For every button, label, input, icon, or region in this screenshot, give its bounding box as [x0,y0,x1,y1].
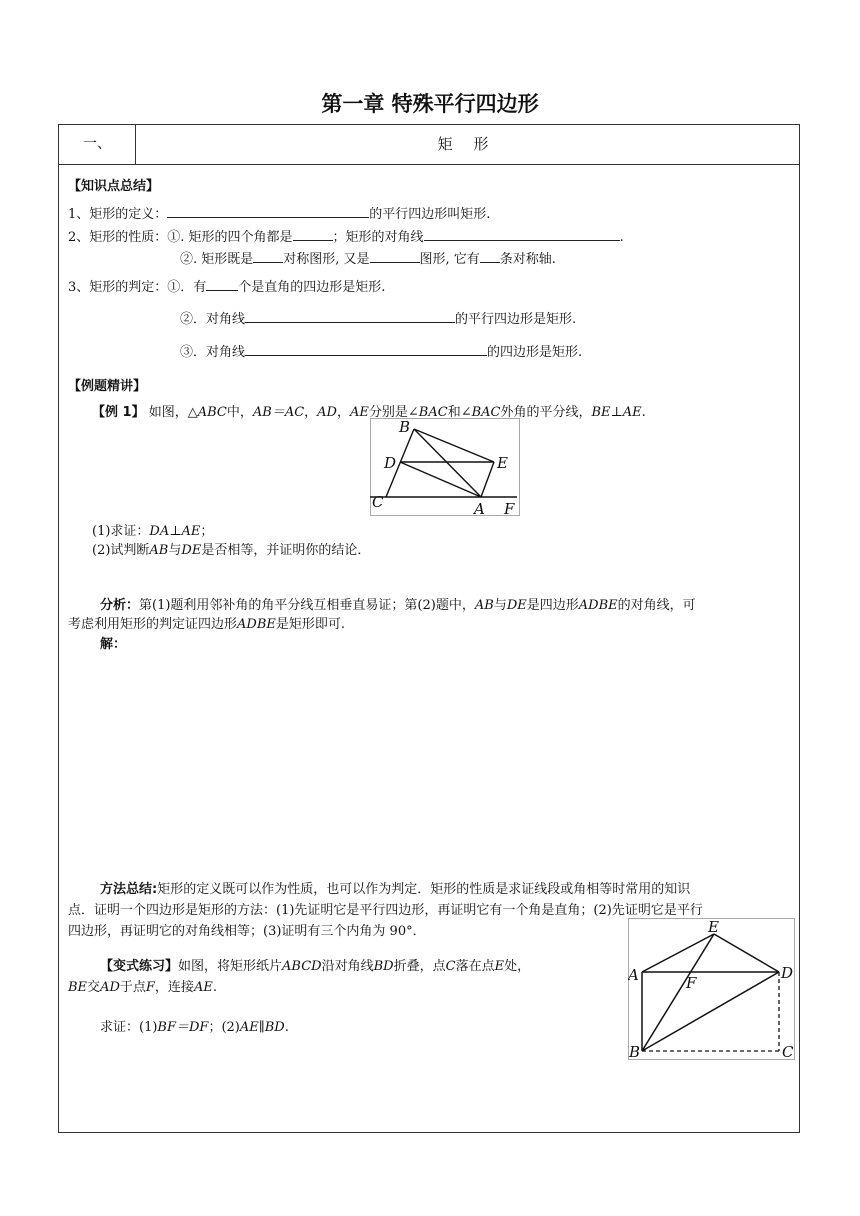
judgement-1-suffix: 个是直角的四边形是矩形. [238,280,386,295]
variant-l2d: . [212,980,217,995]
property2-d: 条对称轴. [499,252,556,267]
variant-ad: AD [100,980,120,995]
method-line-2: 点．证明一个四边形是矩形的方法：(1)先证明它是平行四边形，再证明它有一个角是直角；(2)先证明它是平行 [68,903,703,918]
ex1-text-g: 外角的平分线， [500,405,592,420]
ex1-ae: AE [350,405,369,420]
solution-label: 解： [100,637,127,652]
label-d: D [384,454,397,472]
ex1-text-c: ， [304,405,318,420]
proof-c: . [284,1020,289,1035]
property-blank-diagonal [424,228,620,241]
section-header [59,125,799,165]
variant-l1b: 沿对角线 [321,959,374,974]
line-be [414,429,494,462]
ex1-text-h: . [641,405,646,420]
judgement-line-3 [180,341,582,360]
variant-bd: BD [373,959,394,974]
analysis-adbe: ADBE [578,598,618,613]
question-1 [92,520,213,539]
property2-c: 图形, 它有 [419,252,480,267]
label-f: F [686,974,697,992]
analysis-line-1 [100,594,696,613]
label-c: C [782,1043,794,1060]
question-2 [92,539,370,558]
examples-heading: 【例题精讲】 [68,379,147,394]
proof-ae: AE∥BD [239,1020,285,1035]
variant-l2c: ，连接 [154,980,194,995]
label-d: D [781,964,794,982]
analysis-ab: AB [474,598,494,613]
variant-c: C [445,959,456,974]
ex1-abc: ABC [197,405,227,420]
q1-b: DA⊥AE [149,524,201,539]
variant-ae: AE [193,980,213,995]
analysis-mid2: 是四边形 [526,598,579,613]
q2-de: DE [181,543,202,558]
variant-proof [100,1016,289,1035]
variant-l1a: 如图，将矩形纸片 [178,959,283,974]
analysis-l2a: 考虑利用矩形的判定证四边形 [68,617,238,632]
property2-blank-1 [253,250,283,263]
property-end: . [619,230,624,245]
proof-bf: BF＝DF [157,1020,209,1035]
judgement-2-suffix: 的平行四边形是矩形. [455,312,577,327]
figure-2-border [629,919,795,1060]
label-b: B [629,1043,641,1060]
judgement-line-1 [68,276,385,295]
variant-l1c: 折叠，点 [393,959,446,974]
analysis-de: DE [506,598,527,613]
q2-a: (2)试判断 [92,543,150,558]
line-ba [414,429,481,497]
ex1-bac2: BAC [471,405,501,420]
property-blank-angle [293,228,333,241]
line-da [400,462,481,497]
judgement-blank-1 [206,278,238,291]
definition-prefix: 1、矩形的定义： [68,207,168,222]
variant-l2b: 于点 [119,980,146,995]
variant-line-1 [100,955,530,974]
variant-be: BE [68,980,88,995]
label-a: A [628,966,639,984]
method-line-3: 四边形，再证明它的对角线相等；(3)证明有三个内角为 90°． [68,924,426,939]
variant-line-2 [68,976,217,995]
definition-line [68,203,490,222]
label-a: A [474,500,485,516]
variant-abcd: ABCD [282,959,322,974]
q2-c: 是否相等，并证明你的结论． [201,543,371,558]
line-ea [481,462,494,497]
analysis-mid: 与 [493,598,507,613]
analysis-l2b: 是矩形即可. [275,617,346,632]
method-label: 方法总结: [100,882,158,897]
analysis-label: 分析： [100,598,140,613]
definition-blank [167,205,369,218]
judgement-2-prefix: ②．对角线 [180,312,246,327]
analysis-line-2 [68,613,345,632]
variant-f: F [145,980,155,995]
q2-ab: AB [149,543,169,558]
variant-l2a: 交 [87,980,101,995]
judgement-blank-3 [245,343,487,356]
proof-a: 求证：(1) [100,1020,158,1035]
method-text-1: 矩形的定义既可以作为性质，也可以作为判定．矩形的性质是求证线段或角相等时常用的知识 [157,882,691,897]
line-ea [642,934,714,972]
ex1-ad: AD [317,405,337,420]
variant-l1e: 处， [504,959,531,974]
q1-c: ； [200,524,214,539]
example-1-figure [370,418,520,516]
q2-b: 与 [168,543,182,558]
property-line-2 [180,248,556,267]
label-b: B [399,418,411,436]
property2-blank-3 [480,250,500,263]
property-prefix: 2、矩形的性质：①. 矩形的四个角都是 [68,230,293,245]
section-number: 一、 [59,125,136,164]
knowledge-heading: 【知识点总结】 [68,179,160,194]
analysis-end1: 的对角线，可 [617,598,696,613]
variant-e: E [494,959,505,974]
judgement-prefix: 3、矩形的判定：①．有 [68,280,207,295]
q1-a: (1)求证： [92,524,150,539]
line-be [642,934,714,1051]
section-title: 矩 形 [437,135,497,153]
ex1-beae: BE⊥AE [591,405,642,420]
method-line-1 [100,878,690,897]
page-title: 第一章 特殊平行四边形 [321,92,539,116]
judgement-blank-2 [245,310,455,323]
figure-2-lines [642,934,779,1051]
ex1-text-f: 和∠ [447,405,472,420]
example-1-statement [92,401,646,420]
property2-blank-2 [370,250,420,263]
ex1-text-e: 分别是∠ [368,405,419,420]
judgement-3-suffix: 的四边形是矩形. [487,345,583,360]
property2-a: ②. 矩形既是 [180,252,254,267]
variant-l1d: 落在点 [455,959,495,974]
label-e: E [497,454,508,472]
label-e: E [708,918,719,936]
proof-b: ；(2) [208,1020,240,1035]
judgement-line-2 [180,308,576,327]
analysis-adbe2: ADBE [237,617,276,632]
ex1-text-d: ， [336,405,350,420]
label-f: F [504,500,515,516]
definition-suffix: 的平行四边形叫矩形. [369,207,491,222]
property-mid: ；矩形的对角线 [332,230,424,245]
property2-b: 对称图形, 又是 [283,252,370,267]
ex1-abac: AB＝AC [252,405,305,420]
line-ed [714,934,779,972]
judgement-3-prefix: ③．对角线 [180,345,246,360]
example-1-label: 【例 1】 [92,405,145,420]
property-line-1 [68,226,624,245]
ex1-bac1: BAC [418,405,448,420]
label-c: C [372,493,384,511]
variant-figure [628,918,795,1060]
variant-label: 【变式练习】 [100,959,179,974]
ex1-text-b: 中， [226,405,253,420]
analysis-l1: 第(1)题利用邻补角的角平分线互相垂直易证；第(2)题中， [139,598,475,613]
ex1-text-a: 如图，△ [148,405,198,420]
line-bd [642,972,779,1051]
